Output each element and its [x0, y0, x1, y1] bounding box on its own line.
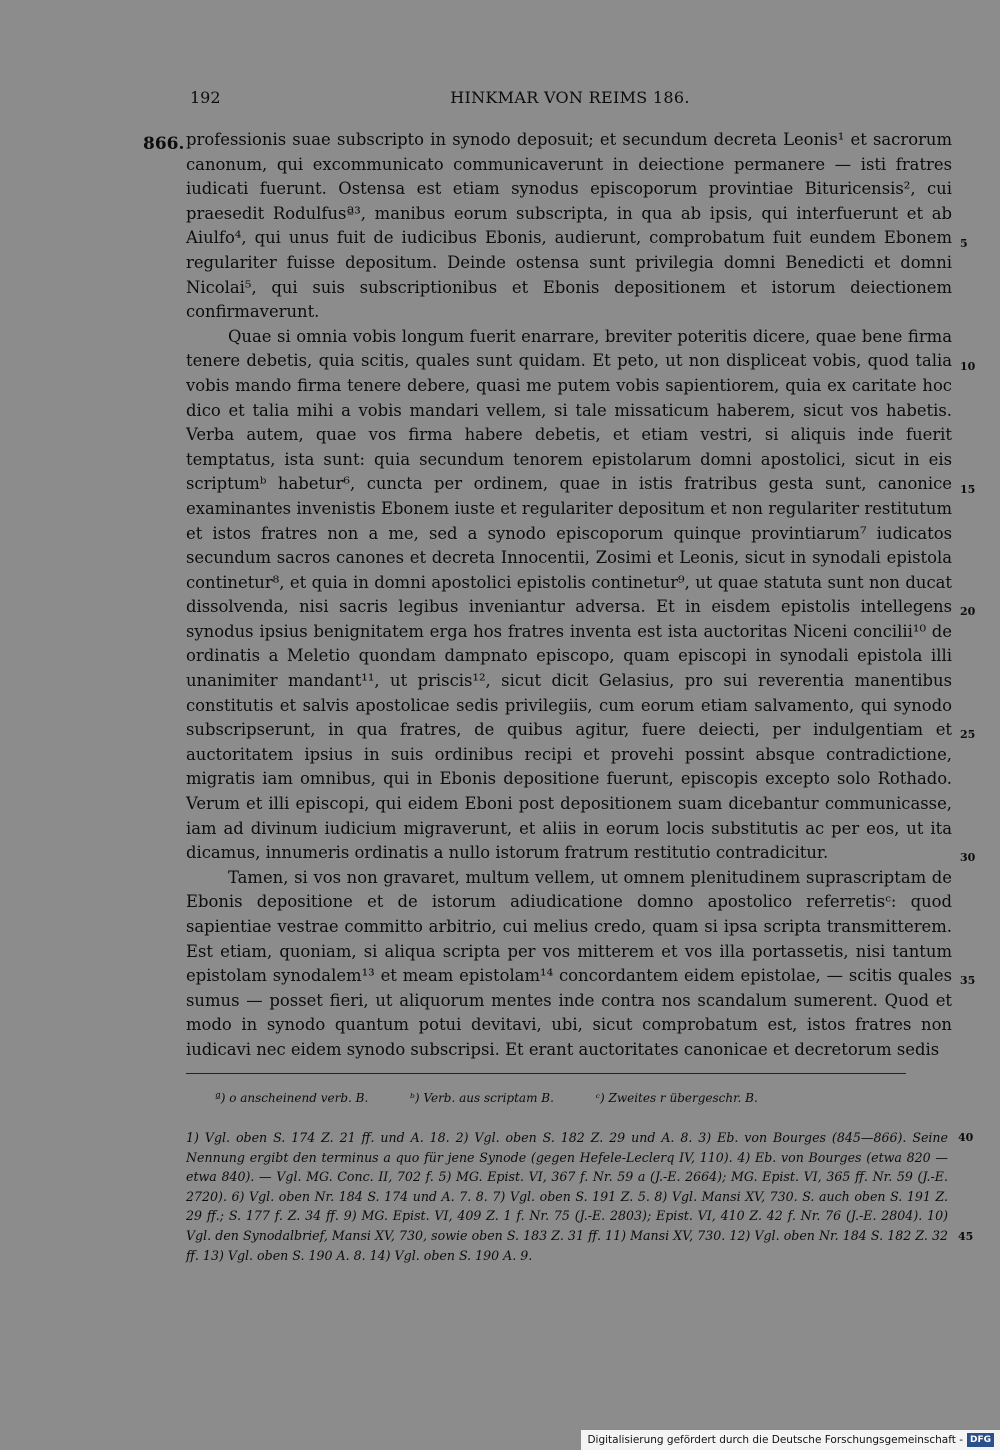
footnote-divider [186, 1073, 906, 1074]
page-number: 192 [190, 88, 221, 107]
line-number: 20 [960, 605, 976, 618]
line-number: 15 [960, 483, 976, 496]
line-number: 35 [960, 974, 976, 987]
note-line-number: 45 [958, 1230, 974, 1243]
paragraph-1: professionis suae subscripto in synodo deposuit; et secundum decreta Leonis¹ et sacrorum canonum, qui excommunicato communicaverunt in deiectione permanere — isti fratres iudicati fuerunt. Ostensa est etiam synodus episcoporum provintiae Bituricensis², cui praesedit Rodulfusª³, manibus eorum subscripta, in qua ab ipsis, qui interfuerunt et ab Aiulfo⁴, qui unus fuit de iudicibus Ebonis, audierunt, comprobatum fuit eundem Ebonem regulariter fuisse depositum. Deinde ostensa sunt privilegia domni Benedicti et domni Nicolai⁵, qui suis subscriptionibus et Ebonis depositionem et istorum deiectionem confirmaverunt. [186, 130, 952, 322]
running-header [190, 88, 950, 110]
variant-b: ᵇ) Verb. aus scriptam B. [410, 1091, 554, 1105]
variant-a: ª) o anscheinend verb. B. [215, 1091, 369, 1105]
textual-variants [215, 1091, 915, 1105]
running-title: HINKMAR VON REIMS 186. [450, 88, 690, 107]
margin-year: 866. [143, 134, 185, 154]
line-number: 5 [960, 237, 968, 250]
digitization-credit [581, 1430, 1000, 1450]
main-text [186, 128, 952, 1063]
line-number: 30 [960, 851, 976, 864]
paragraph-2: Quae si omnia vobis longum fuerit enarrare, breviter poteritis dicere, quae bene firma tenere debetis, quia scitis, quales sunt quidam. Et peto, ut non displiceat vobis, quod talia vobis mando firma tenere debere, quasi me putem vobis sapientiorem, quia ex caritate hoc dico et talia mihi a vobis mandari vellem, si tale missaticum haberem, sicut vos habetis. Verba autem, quae vos firma habere debetis, et etiam vestri, si aliquis inde fuerit temptatus, ista sunt: quia secundum tenorem epistolarum domni apostolici, sicut in eis scriptumᵇ habetur⁶, cuncta per ordinem, quae in istis fratribus gesta sunt, canonice examinantes invenistis Ebonem iuste et regulariter depositum et non regulariter restitutum et istos fratres non a me, sed a synodo episcoporum quinque provintiarum⁷ iudicatos secundum sacros canones et decreta Innocentii, Zosimi et Leonis, sicut in synodali epistola continetur⁸, et quia in domni apostolici epistolis continetur⁹, ut quae statuta sunt non ducat dissolvenda, nisi sacris legibus inveniantur adversa. Et in eisdem epistolis intellegens synodus ipsius benignitatem erga hos fratres inventa est ista auctoritas Niceni concilii¹⁰ de ordinatis a Meletio quondam dampnato episcopo, quam episcopi in synodali epistola illi unanimiter mandant¹¹, ut priscis¹², sicut dicit Gelasius, pro sui reverentia manentibus constitutis et salvis apostolicae sedis privilegiis, cum eorum etiam salvamento, qui synodo subscripserunt, in qua fratres, de quibus agitur, fuere deiecti, per indulgentiam et auctoritatem ipsius in suis ordinibus recipi et provehi possint absque contradictione, migratis iam omnibus, qui in Ebonis depositione fuerunt, episcopis excepto solo Rothado. Verum et illi episcopi, qui eidem Eboni post depositionem suam dicebantur communicasse, iam ad divinum iudicium migraverunt, et aliis in eorum locis substitutis ac per eos, ut ita dicamus, innumeris ordinatis a nullo istorum fratrum restitutio contradicitur. [186, 326, 952, 863]
paragraph-3: Tamen, si vos non gravaret, multum vellem, ut omnem plenitudinem suprascriptam de Ebonis depositione et de istorum adiudicatione domno apostolico referretisᶜ: quod sapientiae vestrae committo arbitrio, cui melius credo, quam si ipsa scripta transmitterem. Est etiam, quoniam, si aliqua scripta per vos mitterem et vos illa portassetis, nisi tantum epistolam synodalem¹³ et meam epistolam¹⁴ concordantem eidem epistolae, — scitis quales sumus — posset fieri, ut aliquorum mentes inde contra nos scandalum sumerent. Quod et modo in synodo quantum potui devitavi, ubi, sicut comprobatum est, istos fratres non iudicavi nec eidem synodo subscripsi. Et erant auctoritates canonicae et decretorum sedis [186, 867, 952, 1059]
footnotes: 1) Vgl. oben S. 174 Z. 21 ff. und A. 18. 2) Vgl. oben S. 182 Z. 29 und A. 8. 3) Eb. von Bourges (845—866). Seine Nennung ergibt den terminus a quo für jene Synode (gegen Hefele-Leclerq IV, 110). 4) Eb. von Bourges (etwa 820 — etwa 840). — Vgl. MG. Conc. II, 702 f. 5) MG. Epist. VI, 367 f. Nr. 59 a (J.-E. 2664); MG. Epist. VI, 365 ff. Nr. 59 (J.-E. 2720). 6) Vgl. oben Nr. 184 S. 174 und A. 7. 8. 7) Vgl. oben S. 191 Z. 5. 8) Vgl. Mansi XV, 730. S. auch oben S. 191 Z. 29 ff.; S. 177 f. Z. 34 ff. 9) MG. Epist. VI, 409 Z. 1 f. Nr. 75 (J.-E. 2803); Epist. VI, 410 Z. 42 f. Nr. 76 (J.-E. 2804). 10) Vgl. den Synodalbrief, Mansi XV, 730, sowie oben S. 183 Z. 31 ff. 11) Mansi XV, 730. 12) Vgl. oben Nr. 184 S. 182 Z. 32 ff. 13) Vgl. oben S. 190 A. 8. 14) Vgl. oben S. 190 A. 9. [186, 1130, 948, 1263]
variant-c: ᶜ) Zweites r übergeschr. B. [595, 1091, 758, 1105]
line-number: 10 [960, 360, 976, 373]
credit-text: Digitalisierung gefördert durch die Deutsche Forschungsgemeinschaft - [587, 1434, 963, 1446]
dfg-logo: DFG [967, 1433, 994, 1447]
note-line-number: 40 [958, 1131, 974, 1144]
line-number: 25 [960, 728, 976, 741]
